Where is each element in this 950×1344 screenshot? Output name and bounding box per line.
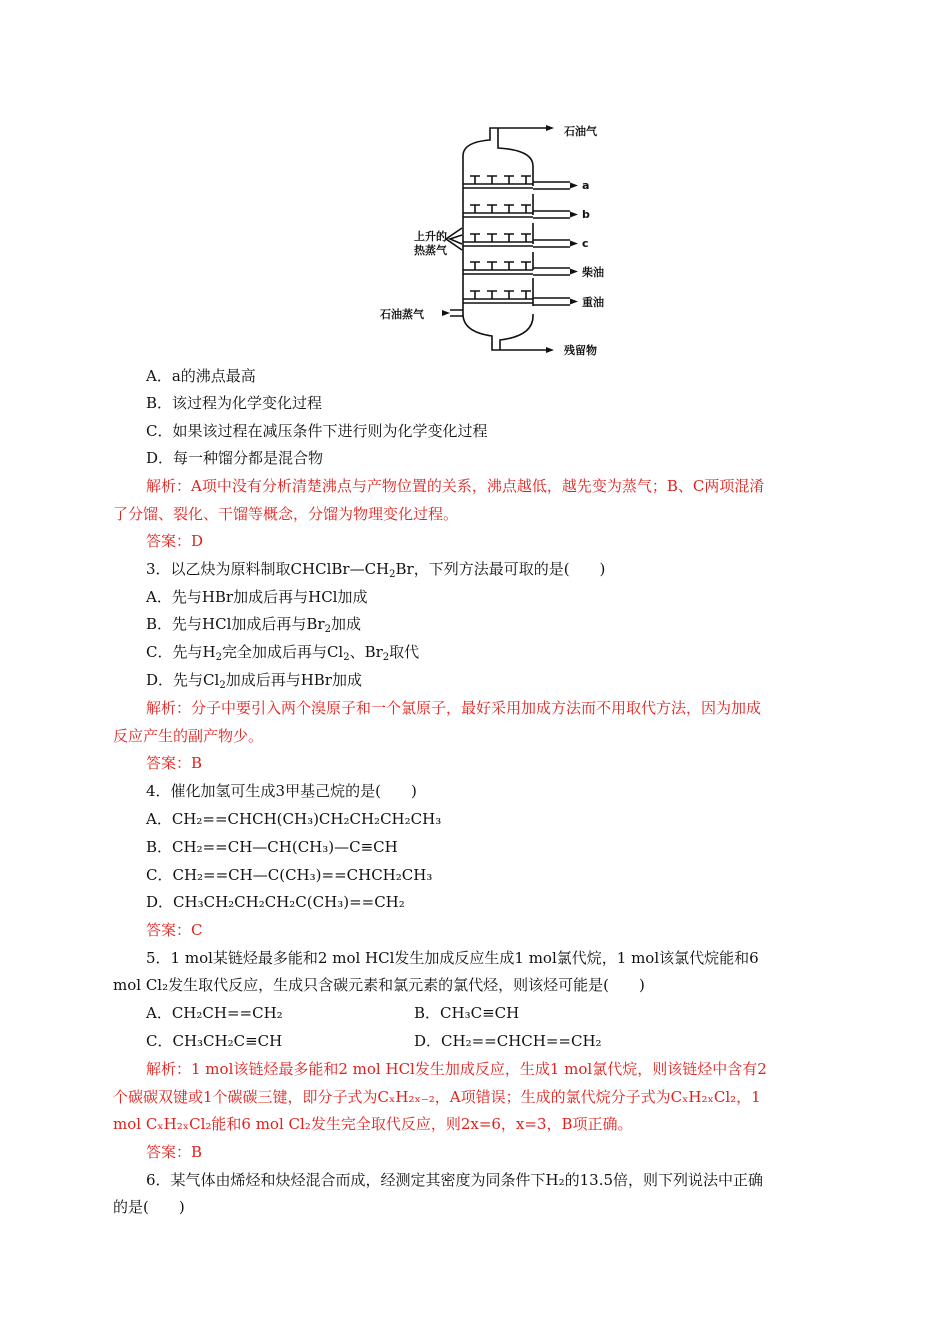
arrow-feed xyxy=(442,310,450,316)
q5-analysis-line-1: 解析：1 mol该链烃最多能和2 mol HCl发生加成反应，生成1 mol氯代烷，则该链烃中含有2 xyxy=(146,1060,767,1078)
arrow-b xyxy=(570,212,578,218)
q3-analysis-line-1: 解析：分子中要引入两个溴原子和一个氯原子，最好采用加成方法而不用取代方法，因为加成 xyxy=(146,699,762,717)
tray-1 xyxy=(463,184,533,188)
q5-option-c: C．CH₃CH₂C≡CH xyxy=(146,1032,283,1050)
feed-inlet xyxy=(450,310,463,316)
tray-3 xyxy=(463,242,533,246)
q3-option-d-text: D．先与Cl xyxy=(146,671,220,689)
arrow-a xyxy=(570,183,578,189)
q3-stem-sub: 2 xyxy=(389,569,396,580)
q4-option-a: A．CH₂==CHCH(CH₃)CH₂CH₂CH₂CH₃ xyxy=(146,810,442,828)
q3-option-c-sub1: 2 xyxy=(215,652,222,663)
q3-option-d-text-end: 加成后再与HBr加成 xyxy=(225,671,362,689)
q3-option-b-sub: 2 xyxy=(324,624,331,635)
q3-option-c-mid: 完全加成后再与Cl xyxy=(221,643,344,661)
q2-option-c: C．如果该过程在减压条件下进行则为化学变化过程 xyxy=(146,422,488,440)
q6-stem-line-2: 的是( ) xyxy=(113,1198,185,1216)
q5-answer: 答案：B xyxy=(146,1143,203,1161)
tray-4 xyxy=(463,270,533,274)
q5-option-d: D．CH₂==CHCH==CH₂ xyxy=(414,1032,602,1050)
tray-5 xyxy=(463,299,533,303)
arrow-c xyxy=(570,241,578,247)
fractionating-column-diagram xyxy=(370,118,620,360)
q4-option-d: D．CH₃CH₂CH₂CH₂C(CH₃)==CH₂ xyxy=(146,893,405,911)
label-rising-1: 上升的 xyxy=(414,230,447,243)
q4-option-c: C．CH₂==CH—C(CH₃)==CHCH₂CH₃ xyxy=(146,866,433,884)
q3-option-b-text: B．先与HCl加成后再与Br xyxy=(146,615,325,633)
q3-stem-text: 3．以乙炔为原料制取CHClBr—CH xyxy=(146,560,390,578)
q3-option-c xyxy=(146,642,419,662)
q5-analysis-line-2: 个碳碳双键或1个碳碳三键，即分子式为CₓH₂ₓ₋₂，A项错误；生成的氯代烷分子式为CₓH₂ₓCl₂，1 xyxy=(113,1088,761,1106)
label-top-gas: 石油气 xyxy=(564,125,597,138)
q6-stem-line-1: 6．某气体由烯烃和炔烃混合而成，经测定其密度为同条件下H₂的13.5倍，则下列说法中正确 xyxy=(146,1171,764,1189)
label-c: c xyxy=(582,237,589,250)
q2-answer: 答案：D xyxy=(146,532,204,550)
q4-stem: 4．催化加氢可生成3甲基己烷的是( ) xyxy=(146,782,417,800)
q3-answer: 答案：B xyxy=(146,754,203,772)
q3-option-c-sub2: 2 xyxy=(343,652,350,663)
label-heavy-oil: 重油 xyxy=(582,296,604,309)
q5-stem-line-1: 5．1 mol某链烃最多能和2 mol HCl发生加成反应生成1 mol氯代烷，1 mol该氯代烷能和6 xyxy=(146,949,759,967)
q3-option-d-sub: 2 xyxy=(219,680,226,691)
outlet-a xyxy=(533,182,570,189)
q3-stem-text-end: Br，下列方法最可取的是( ) xyxy=(395,560,606,578)
q5-option-b: B．CH₃C≡CH xyxy=(414,1004,520,1022)
q3-option-c-mid2: 、Br xyxy=(349,643,383,661)
outlet-diesel xyxy=(533,268,570,275)
q3-option-b-text-end: 加成 xyxy=(330,615,361,633)
arrow-residue xyxy=(546,347,554,353)
q5-option-a: A．CH₂CH==CH₂ xyxy=(146,1004,283,1022)
q5-stem-line-2: mol Cl₂发生取代反应，生成只含碳元素和氯元素的氯代烃，则该烃可能是( ) xyxy=(113,976,645,994)
arrow-top xyxy=(546,125,554,131)
q3-option-c-text: C．先与H xyxy=(146,643,216,661)
q2-analysis-line-2: 了分馏、裂化、干馏等概念，分馏为物理变化过程。 xyxy=(113,505,459,523)
q3-option-b xyxy=(146,614,361,634)
q3-analysis-line-2: 反应产生的副产物少。 xyxy=(113,727,264,745)
q2-option-a: A．a的沸点最高 xyxy=(146,367,256,385)
outlet-heavy xyxy=(533,298,570,305)
arrow-heavy xyxy=(570,299,578,305)
outlet-b xyxy=(533,211,570,218)
q3-option-a: A．先与HBr加成后再与HCl加成 xyxy=(146,588,368,606)
q3-option-c-sub3: 2 xyxy=(382,652,390,663)
tray-2 xyxy=(463,213,533,217)
label-residue: 残留物 xyxy=(564,344,597,357)
q4-answer: 答案：C xyxy=(146,921,203,939)
q5-analysis-line-3: mol CₓH₂ₓCl₂能和6 mol Cl₂发生完全取代反应，则2x=6，x=3，B项正确。 xyxy=(113,1115,633,1133)
label-a: a xyxy=(582,179,590,192)
label-feed: 石油蒸气 xyxy=(380,308,424,321)
q2-analysis-line-1: 解析：A项中没有分析清楚沸点与产物位置的关系，沸点越低，越先变为蒸气；B、C两项混淆 xyxy=(146,477,765,495)
outlet-c xyxy=(533,240,570,247)
q3-option-d xyxy=(146,670,362,690)
label-diesel: 柴油 xyxy=(582,266,604,279)
q3-stem xyxy=(146,559,605,579)
label-b: b xyxy=(582,208,590,221)
q3-option-c-text-end: 取代 xyxy=(389,643,420,661)
q2-option-b: B．该过程为化学变化过程 xyxy=(146,394,323,412)
q2-option-d: D．每一种馏分都是混合物 xyxy=(146,449,324,467)
q4-option-b: B．CH₂==CH—CH(CH₃)—C≡CH xyxy=(146,838,398,856)
rising-vapour-arrows xyxy=(446,228,462,250)
label-rising-2: 热蒸气 xyxy=(414,244,447,257)
bubble-caps xyxy=(470,176,531,299)
arrow-diesel xyxy=(570,269,578,275)
